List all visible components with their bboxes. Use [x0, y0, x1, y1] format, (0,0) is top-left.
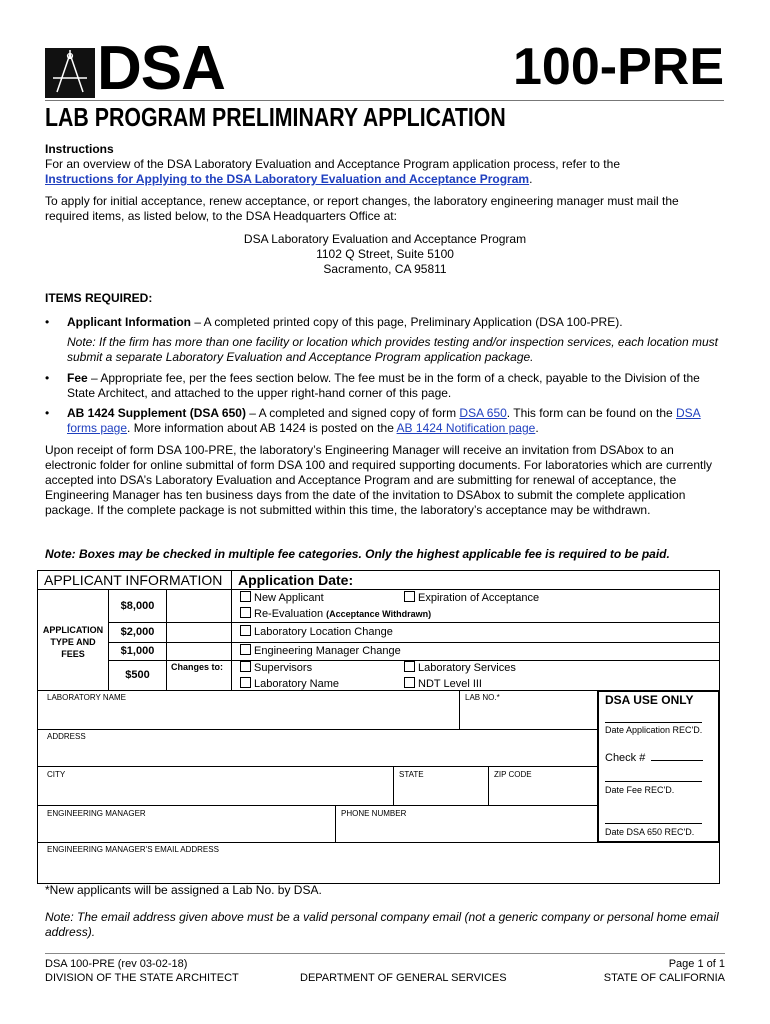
item-fee	[67, 371, 725, 401]
form-divider	[37, 589, 720, 590]
checkbox[interactable]	[240, 661, 251, 672]
item-text: .	[535, 421, 539, 435]
check-number	[605, 752, 703, 764]
option-lab-name[interactable]	[240, 677, 339, 690]
field-lab-name[interactable]: LABORATORY NAME	[47, 693, 126, 702]
form-divider	[37, 805, 597, 806]
fee-500: $500	[125, 669, 150, 681]
checkbox[interactable]	[240, 625, 251, 636]
footer-department: DEPARTMENT OF GENERAL SERVICES	[300, 972, 507, 984]
changes-to-label: Changes to:	[171, 662, 224, 672]
fee-8000: $8,000	[120, 600, 155, 612]
item-text: . More information about AB 1424 is posted on the	[127, 421, 397, 435]
item-text: – A completed and signed copy of form	[245, 406, 460, 420]
dsa-forms-page-link[interactable]: DSA forms page	[67, 406, 701, 435]
instructions-intro	[45, 157, 725, 187]
field-email[interactable]: ENGINEERING MANAGER'S EMAIL ADDRESS	[47, 845, 219, 854]
fee-1000: $1,000	[120, 645, 155, 657]
footer-division: DIVISION OF THE STATE ARCHITECT	[45, 972, 239, 984]
application-date-label: Application Date:	[238, 572, 354, 588]
logo-text: DSA	[97, 34, 225, 103]
bullet: •	[45, 406, 50, 420]
checkbox[interactable]	[240, 644, 251, 655]
check-number-label: Check #	[605, 752, 646, 764]
item-title: Fee	[67, 371, 88, 385]
checkbox[interactable]	[404, 591, 415, 602]
item-applicant-information	[67, 315, 725, 365]
date-dsa650-received: Date DSA 650 REC'D.	[605, 827, 695, 837]
option-label: Laboratory Location Change	[254, 626, 393, 638]
form-divider	[37, 766, 597, 767]
instructions-heading: Instructions	[45, 142, 114, 156]
option-sublabel: (Acceptance Withdrawn)	[326, 609, 432, 619]
item-text: – A completed printed copy of this page, Preliminary Application (DSA 100-PRE).	[191, 315, 623, 329]
field-engineering-manager[interactable]: ENGINEERING MANAGER	[47, 809, 146, 818]
form-number: 100-PRE	[513, 38, 724, 96]
item-text: . This form can be found on the	[506, 406, 677, 420]
option-reevaluation[interactable]	[240, 607, 431, 620]
checkbox[interactable]	[404, 661, 415, 672]
option-label: Laboratory Services	[418, 662, 516, 674]
item-title: AB 1424 Supplement (DSA 650)	[67, 406, 246, 420]
intro-end: .	[529, 172, 533, 186]
fee-note: Note: Boxes may be checked in multiple fee categories. Only the highest applicable fee is required to be paid.	[45, 547, 670, 561]
receipt-paragraph: Upon receipt of form DSA 100-PRE, the laboratory’s Engineering Manager will receive an invitation from DSAbox to an electronic folder for online submittal of form DSA 100 and required supporting documents. For laboratories which are currently accepted into DSA’s Laboratory Evaluation and Acceptance Program and are submitting for renewal of acceptance, the Engineering Manager has ten business days from the date of the invitation to DSAbox to submit the complete application package. If the complete package is not submitted within this time, the laboratory’s acceptance may be withdrawn.	[45, 443, 713, 517]
ab1424-notification-link[interactable]: AB 1424 Notification page	[396, 421, 536, 435]
intro-text: For an overview of the DSA Laboratory Evaluation and Acceptance Program application process, refer to the	[45, 157, 620, 171]
form-divider	[605, 823, 702, 824]
option-label: New Applicant	[254, 592, 324, 604]
fee-type-label-line: APPLICATION	[42, 625, 104, 635]
item-ab1424	[67, 406, 725, 436]
option-label: NDT Level III	[418, 678, 482, 690]
dsa-logo-icon	[45, 48, 95, 98]
dsa-use-only-box	[597, 690, 720, 843]
field-state[interactable]: STATE	[399, 770, 424, 779]
footer-state: STATE OF CALIFORNIA	[603, 972, 725, 984]
checkbox[interactable]	[240, 677, 251, 688]
mailing-address	[45, 232, 725, 277]
checkbox[interactable]	[404, 677, 415, 688]
field-address[interactable]: ADDRESS	[47, 732, 86, 741]
dsa-650-link[interactable]: DSA 650	[459, 406, 507, 420]
option-ndt[interactable]	[404, 677, 482, 690]
option-label: Engineering Manager Change	[254, 645, 401, 657]
instructions-link[interactable]: Instructions for Applying to the DSA Laboratory Evaluation and Acceptance Program	[45, 172, 530, 186]
address-line: 1102 Q Street, Suite 5100	[316, 247, 454, 261]
field-phone[interactable]: PHONE NUMBER	[341, 809, 407, 818]
fee-2000: $2,000	[120, 626, 155, 638]
fee-type-label-line: TYPE AND	[50, 637, 96, 647]
option-label: Laboratory Name	[254, 678, 339, 690]
form-divider	[231, 589, 232, 690]
checkbox[interactable]	[240, 591, 251, 602]
form-divider	[459, 690, 460, 729]
item-text: – Appropriate fee, per the fees section below. The fee must be in the form of a check, payable to the Division of the State Architect, and attached to the upper right-hand corner of this page.	[67, 371, 700, 400]
form-divider	[108, 622, 720, 623]
form-divider	[393, 766, 394, 805]
header-divider	[45, 100, 724, 101]
page-title: LAB PROGRAM PRELIMINARY APPLICATION	[45, 102, 506, 132]
field-lab-no[interactable]: LAB NO.*	[465, 693, 500, 702]
option-supervisors[interactable]	[240, 661, 312, 674]
check-number-blank	[651, 760, 703, 761]
option-expiration[interactable]	[404, 591, 539, 604]
option-manager-change[interactable]	[240, 644, 401, 657]
form-divider	[335, 805, 336, 842]
item-title: Applicant Information	[67, 315, 191, 329]
form-divider	[108, 642, 720, 643]
form-divider	[605, 781, 702, 782]
lab-number-footnote: *New applicants will be assigned a Lab No. by DSA.	[45, 883, 322, 897]
footer-page: Page 1 of 1	[668, 958, 725, 970]
option-lab-services[interactable]	[404, 661, 516, 674]
form-divider	[166, 589, 167, 690]
option-location-change[interactable]	[240, 625, 393, 638]
footer-form-rev: DSA 100-PRE (rev 03-02-18)	[45, 958, 188, 970]
bullet: •	[45, 315, 50, 329]
option-label: Expiration of Acceptance	[418, 592, 540, 604]
option-label: Re-Evaluation	[254, 608, 324, 620]
date-application-received: Date Application REC'D.	[605, 725, 703, 735]
fee-type-label	[38, 624, 108, 660]
form-divider	[488, 766, 489, 805]
address-line: Sacramento, CA 95811	[323, 262, 447, 276]
form-divider	[605, 722, 702, 723]
item-note: Note: If the firm has more than one facility or location which provides testing and/or inspection services, each location must submit a separate Laboratory Evaluation and Acceptance Program application package.	[67, 335, 718, 364]
option-label: Supervisors	[254, 662, 313, 674]
date-fee-received: Date Fee REC'D.	[605, 785, 675, 795]
mailing-instructions: To apply for initial acceptance, renew acceptance, or report changes, the laboratory engineering manager must mail the required items, as listed below, to the DSA Headquarters Office at:	[45, 194, 679, 223]
footer-divider	[45, 953, 725, 954]
option-new-applicant[interactable]	[240, 591, 324, 604]
form-divider	[231, 570, 232, 589]
address-line: DSA Laboratory Evaluation and Acceptance Program	[243, 232, 527, 246]
dsa-use-only-heading: DSA USE ONLY	[605, 693, 694, 707]
checkbox[interactable]	[240, 607, 251, 618]
email-note: Note: The email address given above must be a valid personal company email (not a generic company or personal home email address).	[45, 910, 719, 939]
form-divider	[37, 729, 597, 730]
field-zip[interactable]: ZIP CODE	[494, 770, 532, 779]
field-city[interactable]: CITY	[47, 770, 66, 779]
applicant-info-heading: APPLICANT INFORMATION	[44, 572, 223, 588]
bullet: •	[45, 371, 50, 385]
items-heading: ITEMS REQUIRED:	[45, 291, 153, 305]
fee-type-label-line: FEES	[61, 649, 85, 659]
